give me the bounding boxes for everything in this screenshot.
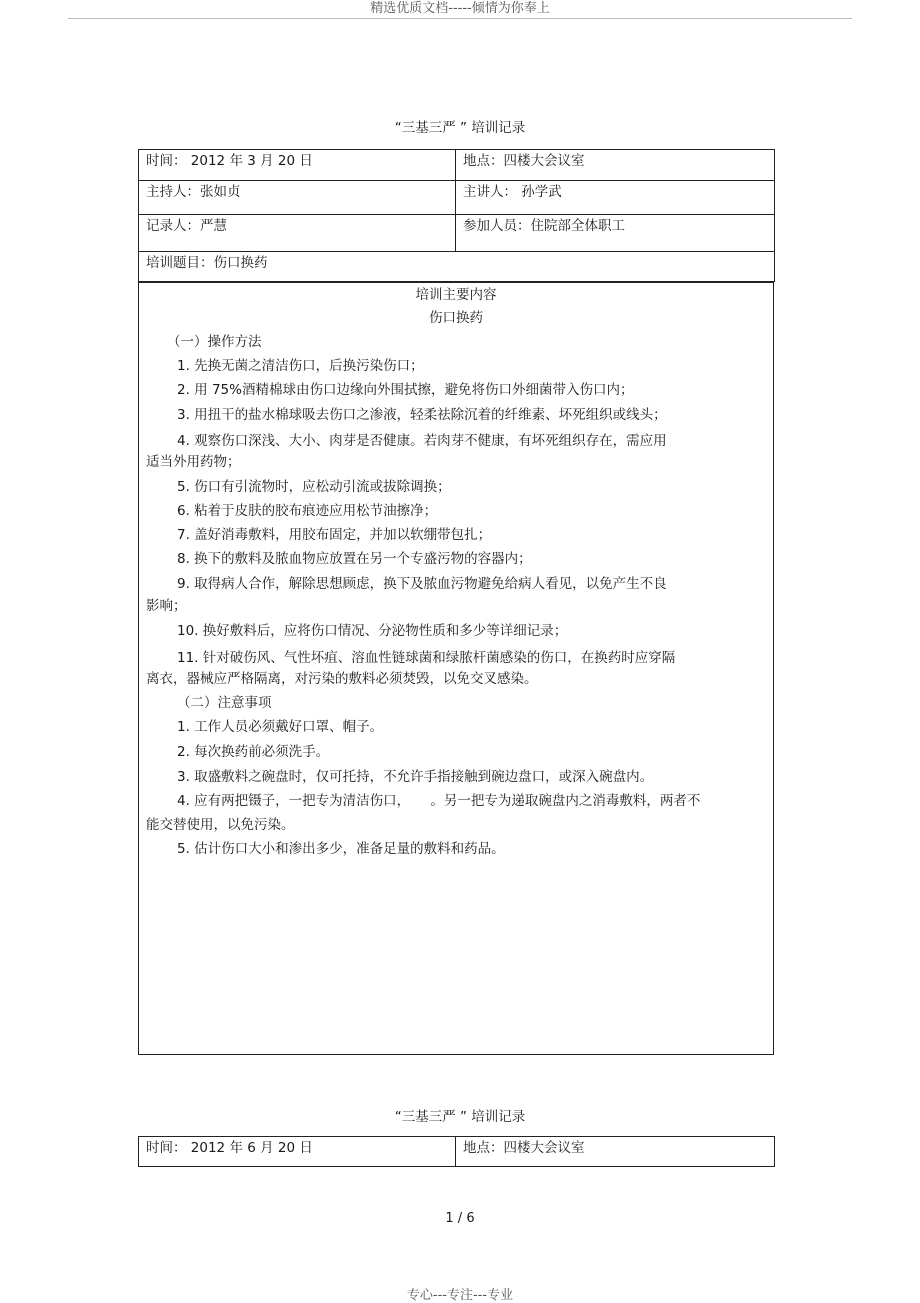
- list-item-continuation: 影响；: [146, 598, 187, 614]
- record1-participants: 参加人员：住院部全体职工: [456, 215, 775, 252]
- content-subheading: 伤口换药: [429, 310, 483, 326]
- record2-place: 地点：四楼大会议室: [456, 1137, 775, 1167]
- list-item: 11. 针对破伤风、气性坏疽、溶血性链球菌和绿脓杆菌感染的伤口，在换药时应穿隔: [177, 650, 676, 666]
- page-header: 精选优质文档-----倾情为你奉上: [370, 1, 550, 16]
- record1-speaker: 主讲人： 孙学武: [456, 181, 775, 215]
- list-item-continuation: 离衣，器械应严格隔离，对污染的敷料必须焚毁，以免交叉感染。: [146, 671, 538, 687]
- list-item: 2. 每次换药前必须洗手。: [177, 744, 330, 760]
- record1-recorder: 记录人：严慧: [139, 215, 456, 252]
- record2-time: 时间： 2012 年 6 月 20 日: [139, 1137, 456, 1167]
- list-item: 1. 先换无菌之清洁伤口，后换污染伤口；: [177, 358, 424, 374]
- section-heading: （一）操作方法: [167, 334, 262, 350]
- list-item: 6. 粘着于皮肤的胶布痕迹应用松节油擦净；: [177, 503, 438, 519]
- content-heading: 培训主要内容: [415, 287, 497, 303]
- list-item-continuation: 适当外用药物；: [146, 454, 241, 470]
- record1-place: 地点：四楼大会议室: [456, 150, 775, 181]
- list-item-continuation: 能交替使用，以免污染。: [146, 817, 295, 833]
- record1-content: [138, 281, 774, 1055]
- record1-title: “三基三严 ” 培训记录: [394, 120, 526, 136]
- record2-title: “三基三严 ” 培训记录: [394, 1109, 526, 1125]
- list-item: 7. 盖好消毒敷料，用胶布固定，并加以软绷带包扎；: [177, 527, 492, 543]
- record2-info-table: [138, 1136, 775, 1167]
- list-item: 1. 工作人员必须戴好口罩、帽子。: [177, 719, 384, 735]
- header-divider: [68, 18, 852, 19]
- list-item: 2. 用 75%酒精棉球由伤口边缘向外围拭擦，避免将伤口外细菌带入伤口内；: [177, 382, 634, 398]
- record1-host: 主持人：张如贞: [139, 181, 456, 215]
- list-item: 5. 伤口有引流物时，应松动引流或拔除调换；: [177, 479, 451, 495]
- list-item: 8. 换下的敷料及脓血物应放置在另一个专盛污物的容器内；: [177, 551, 532, 567]
- list-item: 3. 用扭干的盐水棉球吸去伤口之渗液，轻柔祛除沉着的纤维素、坏死组织或线头；: [177, 407, 667, 423]
- page-number: 1 / 6: [445, 1211, 475, 1226]
- list-item: 4. 应有两把镊子，一把专为清洁伤口， 。另一把专为递取碗盘内之消毒敷料，两者不: [177, 793, 701, 809]
- list-item: 10. 换好敷料后，应将伤口情况、分泌物性质和多少等详细记录；: [177, 623, 568, 639]
- section-heading: （二）注意事项: [177, 695, 272, 711]
- record1-topic: 培训题目：伤口换药: [139, 252, 775, 282]
- list-item: 4. 观察伤口深浅、大小、肉芽是否健康。若肉芽不健康，有坏死组织存在，需应用: [177, 433, 667, 449]
- list-item: 3. 取盛敷料之碗盘时，仅可托持，不允许手指接触到碗边盘口，或深入碗盘内。: [177, 769, 654, 785]
- list-item: 5. 估计伤口大小和渗出多少，准备足量的敷料和药品。: [177, 841, 505, 857]
- record1-info-table: [138, 149, 775, 282]
- page-footer: 专心---专注---专业: [406, 1288, 514, 1303]
- list-item: 9. 取得病人合作，解除思想顾虑，换下及脓血污物避免给病人看见，以免产生不良: [177, 576, 667, 592]
- record1-time: 时间： 2012 年 3 月 20 日: [139, 150, 456, 181]
